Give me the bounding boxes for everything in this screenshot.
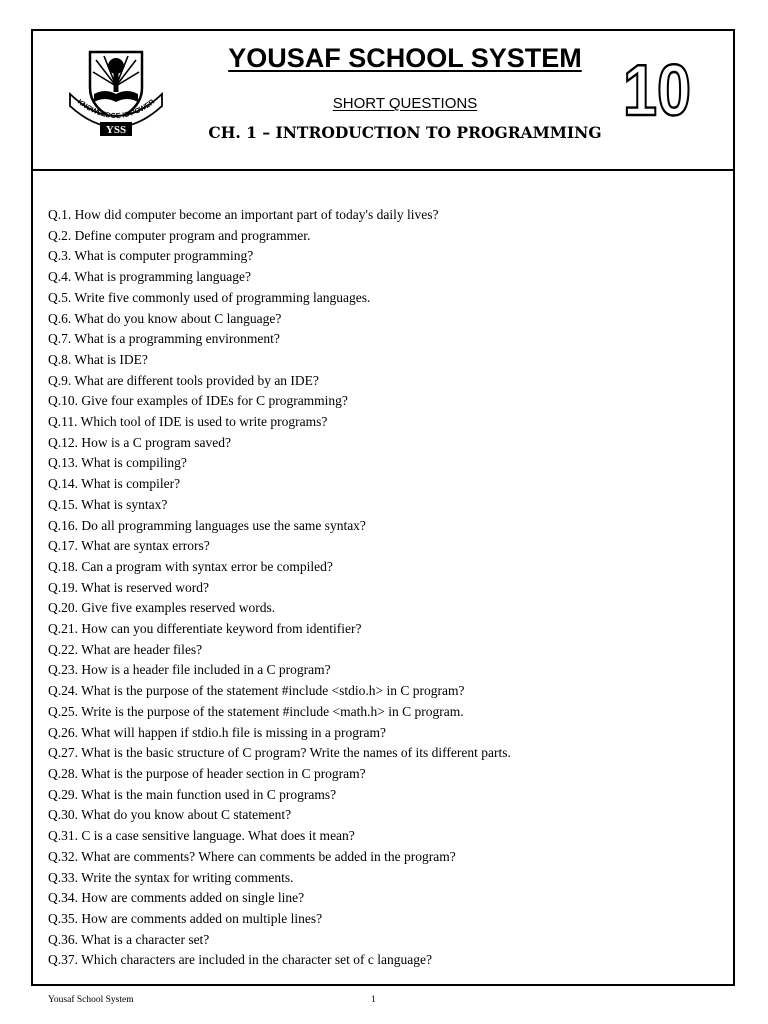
question-item: Q.12. How is a C program saved? [48, 434, 231, 450]
question-item: Q.7. What is a programming environment? [48, 331, 280, 347]
question-item: Q.27. What is the basic structure of C program? Write the names of its different parts. [48, 745, 511, 761]
document-header [33, 31, 733, 171]
question-item: Q.19. What is reserved word? [48, 579, 209, 595]
question-item: Q.22. What are header files? [48, 641, 203, 657]
footer-school-name: Yousaf School System [48, 995, 134, 1005]
grade-number [621, 51, 693, 131]
question-item: Q.20. Give five examples reserved words. [48, 600, 276, 616]
question-item: Q.10. Give four examples of IDEs for C programming? [48, 393, 348, 409]
question-item: Q.36. What is a character set? [48, 931, 210, 947]
question-item: Q.5. Write five commonly used of programming languages. [48, 289, 371, 305]
question-item: Q.9. What are different tools provided by an IDE? [48, 372, 319, 388]
question-item: Q.23. How is a header file included in a C program? [48, 662, 331, 678]
question-item: Q.28. What is the purpose of header section in C program? [48, 765, 366, 781]
question-item: Q.17. What are syntax errors? [48, 538, 210, 554]
question-item: Q.25. Write is the purpose of the statement #include <math.h> in C program. [48, 703, 464, 719]
grade-label: 10 [623, 51, 691, 131]
question-item: Q.31. C is a case sensitive language. What does it mean? [48, 828, 355, 844]
question-item: Q.1. How did computer become an important part of today's daily lives? [48, 207, 439, 222]
question-item: Q.11. Which tool of IDE is used to write programs? [48, 414, 328, 430]
page-frame [31, 29, 735, 986]
question-item: Q.6. What do you know about C language? [48, 310, 282, 326]
question-item: Q.37. Which characters are included in the character set of c language? [48, 952, 432, 968]
question-item: Q.33. Write the syntax for writing comments. [48, 869, 294, 885]
question-item: Q.26. What will happen if stdio.h file is missing in a program? [48, 724, 386, 740]
logo-initials: YSS [105, 124, 127, 136]
school-title: YOUSAF SCHOOL SYSTEM [228, 43, 582, 73]
question-item: Q.32. What are comments? Where can comments be added in the program? [48, 848, 456, 864]
question-item: Q.24. What is the purpose of the statement #include <stdio.h> in C program? [48, 683, 465, 699]
question-item: Q.8. What is IDE? [48, 351, 148, 367]
logo-motto: KNOWLEDGE IS POWER [75, 96, 157, 121]
question-item: Q.18. Can a program with syntax error be compiled? [48, 558, 333, 574]
question-item: Q.2. Define computer program and programmer. [48, 227, 311, 243]
question-item: Q.16. Do all programming languages use the same syntax? [48, 517, 366, 533]
chapter-title: CH. 1 – INTRODUCTION TO PROGRAMMING [208, 123, 602, 142]
question-item: Q.13. What is compiling? [48, 455, 187, 471]
question-item: Q.30. What do you know about C statement? [48, 807, 292, 823]
question-item: Q.34. How are comments added on single line? [48, 890, 305, 906]
document-subtitle: SHORT QUESTIONS [332, 95, 478, 112]
question-item: Q.35. How are comments added on multiple lines? [48, 910, 323, 926]
question-item: Q.15. What is syntax? [48, 496, 168, 512]
question-item: Q.21. How can you differentiate keyword from identifier? [48, 621, 362, 637]
question-list [48, 205, 511, 971]
question-item: Q.4. What is programming language? [48, 269, 251, 285]
question-item: Q.3. What is computer programming? [48, 248, 254, 264]
question-item: Q.14. What is compiler? [48, 476, 181, 492]
page-number: 1 [371, 995, 376, 1005]
question-item: Q.29. What is the main function used in C programs? [48, 786, 337, 802]
